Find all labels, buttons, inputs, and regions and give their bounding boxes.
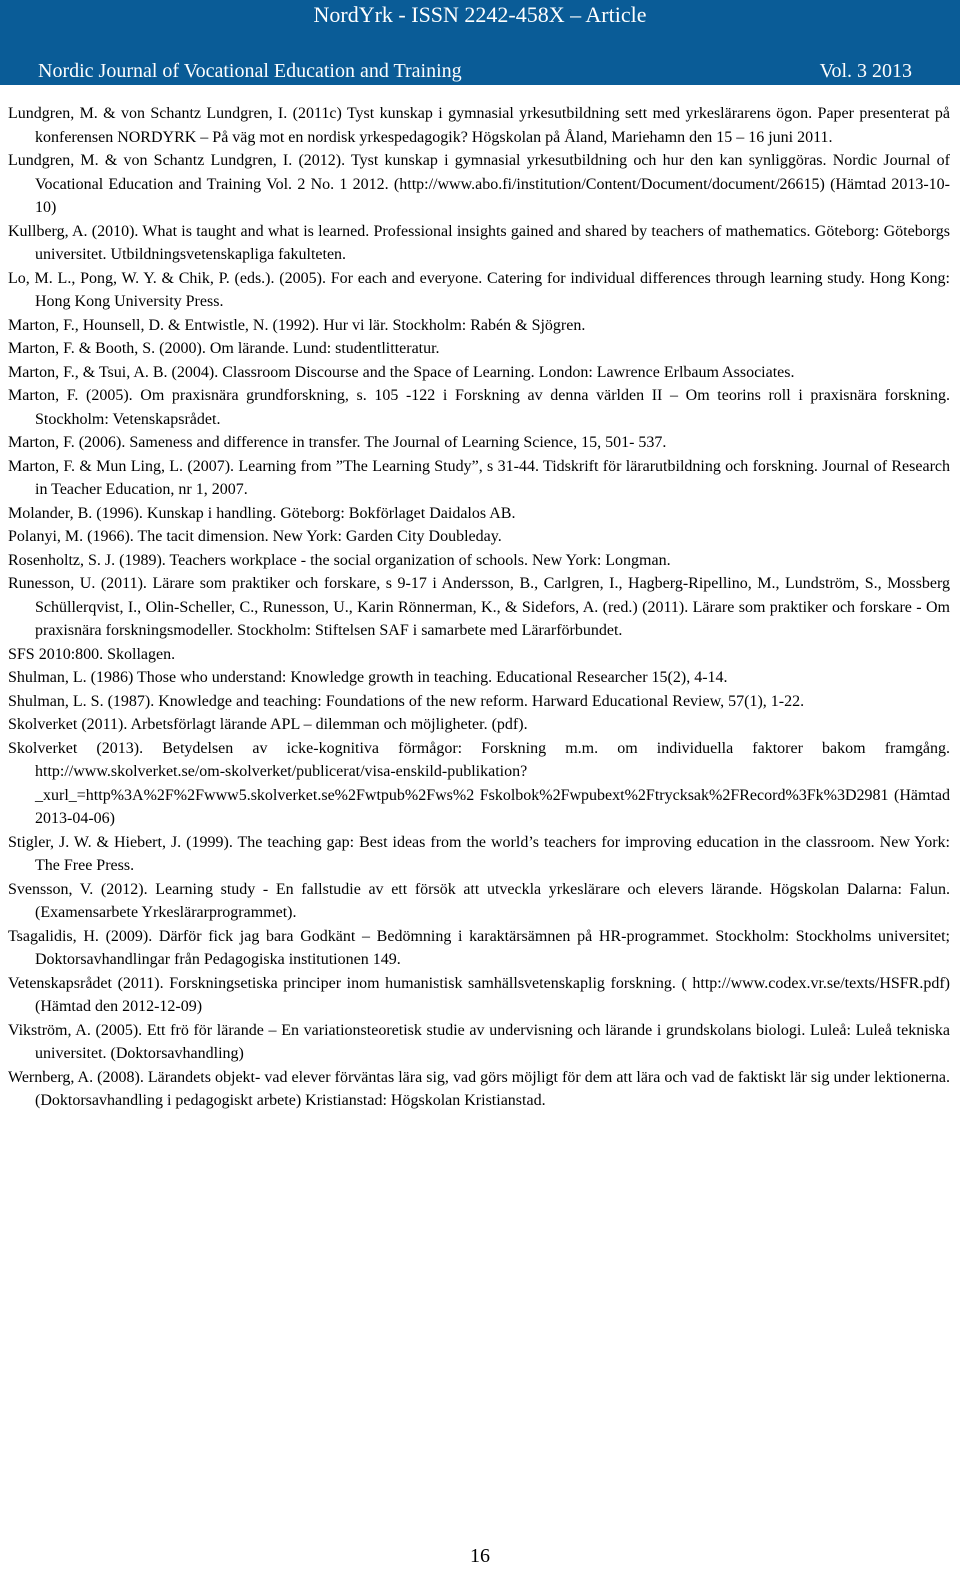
reference-item: Marton, F. (2006). Sameness and difference in transfer. The Journal of Learning Science, 15, 501- 537.	[8, 434, 667, 451]
reference-item: Vikström, A. (2005). Ett frö för lärande – En variationsteoretisk studie av undervisning och lärande i grundskolans biologi. Luleå: Luleå tekniska universitet. (Doktorsavhandling)	[8, 1021, 950, 1062]
reference-item: Marton, F. (2005). Om praxisnära grundforskning, s. 105 -122 i Forskning av denna världen II – Om teorins roll i praxisnära forskning. Stockholm: Vetenskapsrådet.	[8, 387, 950, 428]
reference-item: Marton, F., Hounsell, D. & Entwistle, N. (1992). Hur vi lär. Stockholm: Rabén & Sjögren.	[8, 316, 586, 334]
journal-name: Nordic Journal of Vocational Education and Training	[38, 60, 462, 82]
reference-item: Shulman, L. S. (1987). Knowledge and teaching: Foundations of the new reform. Harward Educational Review, 57(1), 1-22.	[8, 692, 805, 710]
page-number: 16	[470, 1545, 490, 1567]
reference-item: SFS 2010:800. Skollagen.	[8, 645, 176, 663]
header-title: NordYrk - ISSN 2242-458X – Article	[313, 2, 647, 27]
reference-item: Vetenskapsrådet (2011). Forskningsetiska principer inom humanistisk samhällsvetenskaplig forskning. ( http://www.codex.vr.se/texts/HSFR.pdf) (Hämtad den 2012-12-09)	[8, 974, 950, 1015]
reference-item: Skolverket (2011). Arbetsförlagt lärande APL – dilemman och möjligheter. (pdf).	[8, 716, 528, 733]
reference-item: Tsagalidis, H. (2009). Därför fick jag bara Godkänt – Bedömning i karaktärsämnen på HR-programmet. Stockholm: Stockholms universitet; Doktorsavhandlingar från Pedagogiska institutionen 149.	[8, 927, 950, 968]
reference-item: Stigler, J. W. & Hiebert, J. (1999). The teaching gap: Best ideas from the world’s teachers for improving education in the classroom. New York: The Free Press.	[8, 833, 950, 874]
reference-item: Marton, F. & Mun Ling, L. (2007). Learning from ”The Learning Study”, s 31-44. Tidskrift för lärarutbildning och forskning. Journal of Research in Teacher Education, nr 1, 2007.	[8, 457, 950, 498]
reference-item: Kullberg, A. (2010). What is taught and what is learned. Professional insights gained and shared by teachers of mathematics. Göteborg: Göteborgs universitet. Utbildningsvetenskapliga fakulteten.	[8, 222, 950, 263]
reference-item: Polanyi, M. (1966). The tacit dimension. New York: Garden City Doubleday.	[8, 528, 502, 545]
reference-item: Shulman, L. (1986) Those who understand: Knowledge growth in teaching. Educational Researcher 15(2), 4-14.	[8, 669, 728, 686]
reference-item: Marton, F. & Booth, S. (2000). Om lärande. Lund: studentlitteratur.	[8, 340, 440, 357]
reference-item: Lundgren, M. & von Schantz Lundgren, I. (2011c) Tyst kunskap i gymnasial yrkesutbildning sett med yrkeslärarens ögon. Paper presenterat på konferensen NORDYRK – På väg mot en nordisk yrkespedagogik? Högskolan på Åland, Mariehamn den 15 – 16 juni 2011.	[8, 105, 950, 146]
reference-list	[8, 102, 950, 1113]
reference-item: Marton, F., & Tsui, A. B. (2004). Classroom Discourse and the Space of Learning. London: Lawrence Erlbaum Associates.	[8, 363, 795, 381]
reference-item: Svensson, V. (2012). Learning study - En fallstudie av ett försök att utveckla yrkeslärare och elevers lärande. Högskolan Dalarna: Falun. (Examensarbete Yrkeslärarprogrammet).	[8, 880, 950, 921]
reference-item: Lundgren, M. & von Schantz Lundgren, I. (2012). Tyst kunskap i gymnasial yrkesutbildning och hur den kan synliggöras. Nordic Journal of Vocational Education and Training Vol. 2 No. 1 2012. (http://www.abo.fi/institution/Content/Document/document/26615) (Hämtad 2013-10-10)	[8, 152, 950, 216]
reference-item: Wernberg, A. (2008). Lärandets objekt- vad elever förväntas lära sig, vad görs möjligt för dem att lära och vad de faktiskt lär sig under lektionerna. (Doktorsavhandling i pedagogiskt arbete) Kristianstad: Högskolan Kristianstad.	[8, 1068, 950, 1109]
journal-header	[0, 0, 960, 85]
reference-item: Skolverket (2013). Betydelsen av icke-kognitiva förmågor: Forskning m.m. om individuella faktorer bakom framgång. http://www.skolverket.se/om-skolverket/publicerat/visa-enskild-publikation?_xurl_=http%3A%2F%2Fwww5.skolverket.se%2Fwtpub%2Fws%2 Fskolbok%2Fwpubext%2Ftrycksak%2FRecord%3Fk%3D2981 (Hämtad 2013-04-06)	[8, 739, 950, 827]
volume-label: Vol. 3 2013	[819, 60, 912, 82]
reference-item: Lo, M. L., Pong, W. Y. & Chik, P. (eds.). (2005). For each and everyone. Catering for individual differences through learning study. Hong Kong: Hong Kong University Press.	[8, 269, 950, 310]
reference-item: Rosenholtz, S. J. (1989). Teachers workplace - the social organization of schools. New York: Longman.	[8, 551, 671, 569]
reference-item: Molander, B. (1996). Kunskap i handling. Göteborg: Bokförlaget Daidalos AB.	[8, 504, 516, 522]
reference-item: Runesson, U. (2011). Lärare som praktiker och forskare, s 9-17 i Andersson, B., Carlgren, I., Hagberg-Ripellino, M., Lundström, S., Mossberg Schüllerqvist, I., Olin-Scheller, C., Runesson, U., Karin Rönnerman, K., & Sidefors, A. (red.) (2011). Lärare som praktiker och forskare - Om praxisnära forskningsmodeller. Stockholm: Stiftelsen SAF i samarbete med Lärarförbundet.	[8, 575, 950, 639]
